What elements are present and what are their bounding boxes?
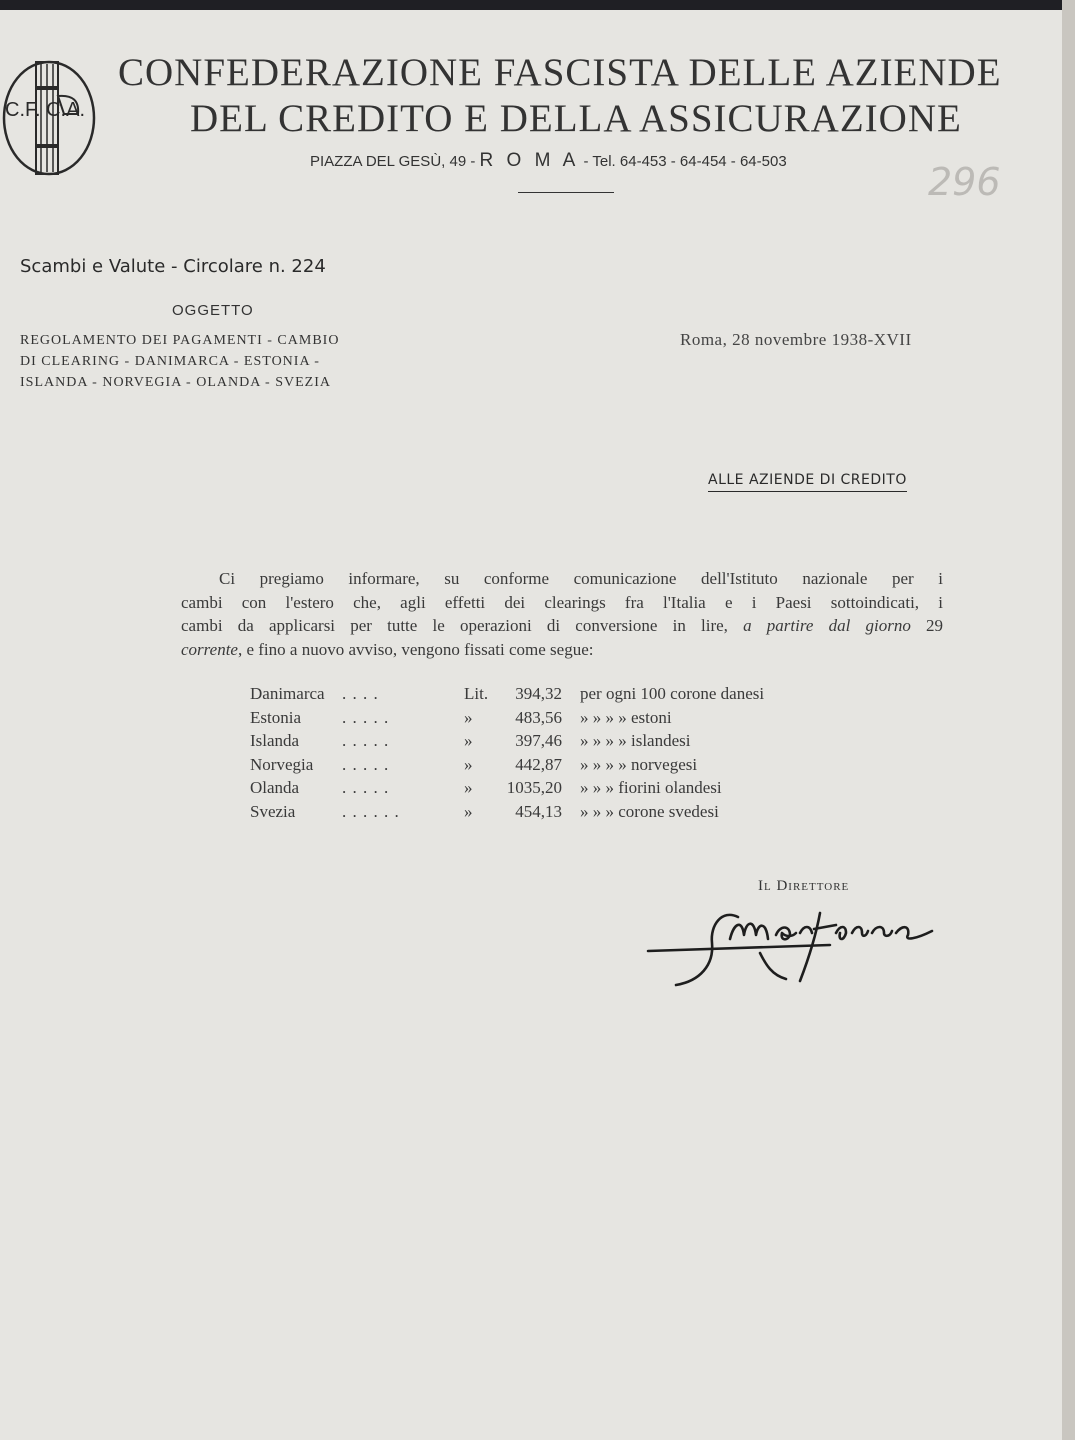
org-title-line1: CONFEDERAZIONE FASCISTA DELLE AZIENDE xyxy=(118,51,1002,94)
rate-value: 454,13 xyxy=(515,801,562,821)
leader-dots: . . . . . xyxy=(342,731,390,751)
exchange-rate-table xyxy=(250,684,870,826)
rate-unit: » » » fiorini olandesi xyxy=(580,778,722,798)
country-name: Danimarca xyxy=(250,684,325,703)
letter-date: Roma, 28 novembre 1938-XVII xyxy=(680,330,912,349)
subject-block xyxy=(20,330,410,393)
currency-mark: » xyxy=(464,707,473,727)
body-text: , e fino a nuovo avviso, vengono fissati come segue: xyxy=(237,639,594,659)
rate-unit: » » » » norvegesi xyxy=(580,754,698,774)
org-address xyxy=(310,150,787,172)
scan-top-edge xyxy=(0,0,1075,10)
currency-mark: » xyxy=(464,778,473,798)
recipient: ALLE AZIENDE DI CREDITO xyxy=(708,472,907,492)
org-title-line2: DEL CREDITO E DELLA ASSICURAZIONE xyxy=(190,97,962,140)
rate-value: 442,87 xyxy=(515,754,562,774)
handwritten-signature xyxy=(640,895,960,995)
body-italic-text: a partire dal giorno xyxy=(743,616,911,635)
body-text: cambi da applicarsi per tutte le operazioni di conversione in lire, xyxy=(181,616,728,635)
body-line: Ci pregiamo informare, su conforme comunicazione dell'Istituto nazionale per i xyxy=(219,569,943,588)
rate-unit: per ogni 100 corone danesi xyxy=(580,684,765,703)
rate-row xyxy=(250,778,870,802)
rate-value: 483,56 xyxy=(515,707,562,727)
currency-mark: » xyxy=(464,731,473,751)
signatory-title: Il Direttore xyxy=(758,878,850,894)
country-name: Olanda xyxy=(250,778,300,798)
leader-dots: . . . . . xyxy=(342,778,390,798)
currency-mark: » xyxy=(464,801,473,821)
address-city: R O M A xyxy=(479,150,580,171)
rate-row xyxy=(250,731,870,755)
header-divider xyxy=(518,192,614,193)
currency-mark: Lit. xyxy=(464,684,489,703)
subject-label: OGGETTO xyxy=(172,302,254,319)
country-name: Norvegia xyxy=(250,754,314,774)
body-line xyxy=(181,614,943,638)
country-name: Islanda xyxy=(250,731,300,751)
body-line xyxy=(181,638,943,662)
country-name: Svezia xyxy=(250,801,296,821)
svg-text:Martirone: Martirone xyxy=(640,994,644,995)
rate-unit: » » » corone svedesi xyxy=(580,801,719,821)
letter-body xyxy=(181,567,943,661)
rate-row xyxy=(250,684,870,708)
body-line: cambi con l'estero che, agli effetti dei clearings fra l'Italia e i Paesi sottoindicati, i xyxy=(181,592,943,612)
rate-row xyxy=(250,708,870,732)
currency-mark: » xyxy=(464,754,473,774)
rate-unit: » » » » islandesi xyxy=(580,731,691,751)
country-name: Estonia xyxy=(250,707,301,727)
address-prefix: PIAZZA DEL GESÙ, 49 - xyxy=(310,153,476,170)
rate-unit: » » » » estoni xyxy=(580,707,672,727)
rate-value: 397,46 xyxy=(515,731,562,751)
subject-line: DI CLEARING - DANIMARCA - ESTONIA - xyxy=(20,354,320,369)
body-text: 29 xyxy=(926,616,944,635)
leader-dots: . . . . . xyxy=(342,707,390,727)
fasces-logo-icon xyxy=(2,58,96,178)
address-phones: - Tel. 64-453 - 64-454 - 64-503 xyxy=(583,153,787,170)
body-italic-text: corrente xyxy=(181,639,238,659)
scan-right-edge xyxy=(1062,0,1075,1440)
archive-mark: 296 xyxy=(928,160,1001,204)
leader-dots: . . . . . . xyxy=(342,801,400,821)
rate-row xyxy=(250,802,870,826)
rate-value: 1035,20 xyxy=(506,778,562,798)
subject-line: REGOLAMENTO DEI PAGAMENTI - CAMBIO xyxy=(20,333,340,348)
leader-dots: . . . . xyxy=(342,684,379,703)
rate-value: 394,32 xyxy=(515,684,562,703)
circular-number: Scambi e Valute - Circolare n. 224 xyxy=(20,256,326,277)
rate-row xyxy=(250,755,870,779)
leader-dots: . . . . . xyxy=(342,754,390,774)
subject-line: ISLANDA - NORVEGIA - OLANDA - SVEZIA xyxy=(20,375,331,390)
svg-text:C.F. C.A.: C.F. C.A. xyxy=(5,99,86,121)
